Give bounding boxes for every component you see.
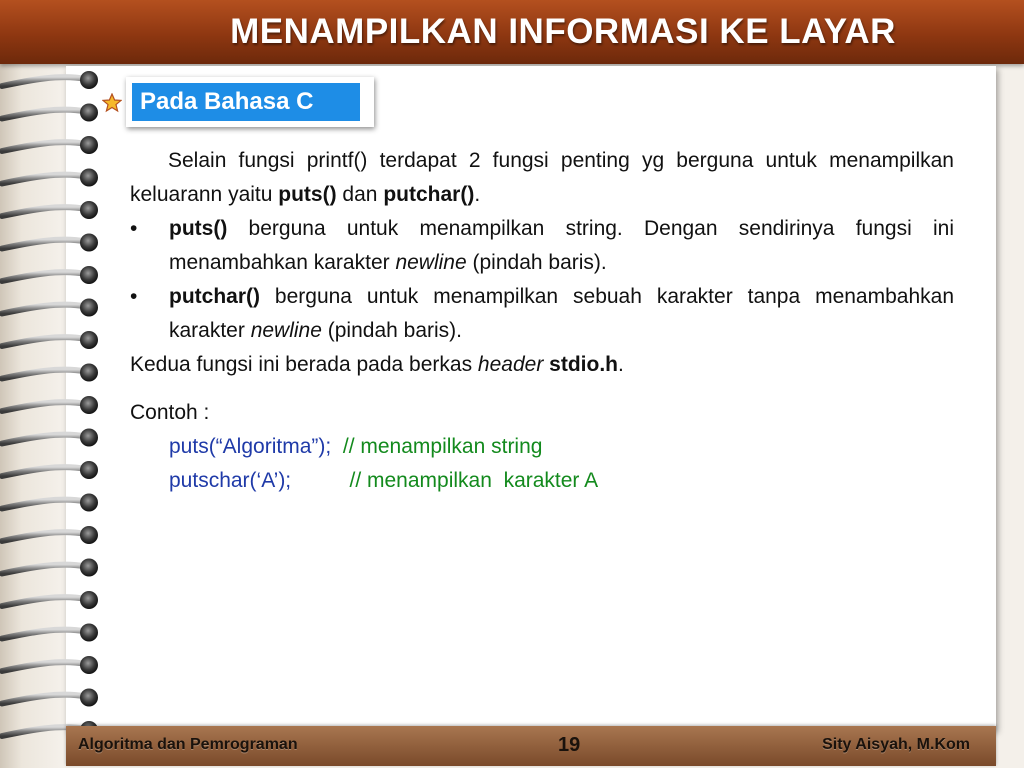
binding-hole bbox=[80, 429, 98, 447]
bullet-keyword: puts() bbox=[169, 217, 228, 240]
bullet-italic: newline bbox=[250, 319, 322, 342]
binding-hole bbox=[80, 396, 98, 414]
bullet-marker: • bbox=[130, 217, 138, 240]
binding-hole bbox=[80, 104, 98, 122]
binding-hole bbox=[80, 169, 98, 187]
closing-italic: header bbox=[477, 353, 544, 376]
intro-paragraph bbox=[130, 144, 954, 212]
closing-paragraph bbox=[130, 348, 954, 382]
binding-hole bbox=[80, 461, 98, 479]
spiral-wire bbox=[2, 402, 86, 411]
section-subtitle-box bbox=[126, 77, 374, 127]
bullet-text-end: (pindah baris). bbox=[466, 251, 607, 274]
bullet-text: berguna untuk menampilkan string. Dengan sendirinya fungsi ini menambahkan karakter bbox=[169, 217, 954, 274]
bullet-italic: newline bbox=[395, 251, 467, 274]
binding-hole bbox=[80, 331, 98, 349]
spiral-wire bbox=[2, 532, 86, 541]
code-text: putschar(‘A’); bbox=[169, 469, 350, 492]
closing-text: Kedua fungsi ini berada pada berkas bbox=[130, 353, 478, 376]
bullet-keyword: putchar() bbox=[169, 285, 260, 308]
spiral-wire bbox=[2, 175, 86, 184]
binding-hole bbox=[80, 689, 98, 707]
binding-hole bbox=[80, 299, 98, 317]
code-text: puts(“Algoritma”); bbox=[169, 435, 343, 458]
spiral-wire bbox=[2, 467, 86, 476]
spiral-wire bbox=[2, 337, 86, 346]
binding-hole bbox=[80, 526, 98, 544]
binding-hole bbox=[80, 364, 98, 382]
footer-author: Sity Aisyah, M.Kom bbox=[822, 736, 970, 753]
binding-hole bbox=[80, 656, 98, 674]
bullet-item-putchar bbox=[130, 280, 954, 348]
code-line bbox=[130, 464, 954, 498]
spiral-wire bbox=[2, 272, 86, 281]
code-comment: // menampilkan string bbox=[342, 435, 543, 458]
intro-period: . bbox=[474, 183, 481, 206]
binding-hole bbox=[80, 494, 98, 512]
star-icon bbox=[102, 93, 122, 113]
puts-keyword: puts() bbox=[278, 183, 337, 206]
spiral-wire bbox=[2, 565, 86, 574]
closing-period: . bbox=[617, 353, 624, 376]
binding-hole bbox=[80, 136, 98, 154]
content-body bbox=[130, 144, 954, 498]
code-line bbox=[130, 430, 954, 464]
binding-hole bbox=[80, 71, 98, 89]
spiral-wire bbox=[2, 435, 86, 444]
page-number: 19 bbox=[558, 734, 581, 756]
spiral-wire bbox=[2, 142, 86, 151]
footer-bar bbox=[66, 726, 996, 766]
spiral-wire bbox=[2, 77, 86, 86]
putchar-keyword: putchar() bbox=[383, 183, 475, 206]
spacer bbox=[130, 382, 954, 396]
footer-course: Algoritma dan Pemrograman bbox=[78, 736, 298, 753]
spiral-wire bbox=[2, 695, 86, 704]
spiral-binding bbox=[0, 64, 110, 744]
spiral-wire bbox=[2, 207, 86, 216]
spiral-wire bbox=[2, 597, 86, 606]
binding-hole bbox=[80, 559, 98, 577]
spiral-wire bbox=[2, 630, 86, 639]
section-subtitle-bg bbox=[132, 83, 360, 121]
spiral-wire bbox=[2, 305, 86, 314]
bullet-text-end: (pindah baris). bbox=[321, 319, 462, 342]
bullet-marker: • bbox=[130, 285, 138, 308]
title-bar bbox=[0, 0, 1024, 64]
binding-hole bbox=[80, 591, 98, 609]
binding-hole bbox=[80, 201, 98, 219]
spiral-wire bbox=[2, 500, 86, 509]
spiral-wire bbox=[2, 110, 86, 119]
closing-bold: stdio.h bbox=[549, 353, 618, 376]
spiral-wire bbox=[2, 240, 86, 249]
spiral-wire bbox=[2, 662, 86, 671]
binding-hole bbox=[80, 624, 98, 642]
example-label: Contoh : bbox=[130, 401, 210, 424]
code-comment: // menampilkan karakter A bbox=[349, 469, 599, 492]
intro-conjunction: dan bbox=[336, 183, 384, 206]
binding-hole bbox=[80, 234, 98, 252]
intro-text: Selain fungsi printf() terdapat 2 fungsi penting yg berguna untuk menampilkan keluarann yaitu bbox=[130, 149, 954, 206]
bullet-item-puts bbox=[130, 212, 954, 280]
section-subtitle: Pada Bahasa C bbox=[140, 88, 314, 115]
spiral-wire bbox=[2, 370, 86, 379]
binding-hole bbox=[80, 266, 98, 284]
bullet-text: berguna untuk menampilkan sebuah karakter tanpa menambahkan karakter bbox=[169, 285, 954, 342]
page-title: MENAMPILKAN INFORMASI KE LAYAR bbox=[230, 12, 896, 51]
